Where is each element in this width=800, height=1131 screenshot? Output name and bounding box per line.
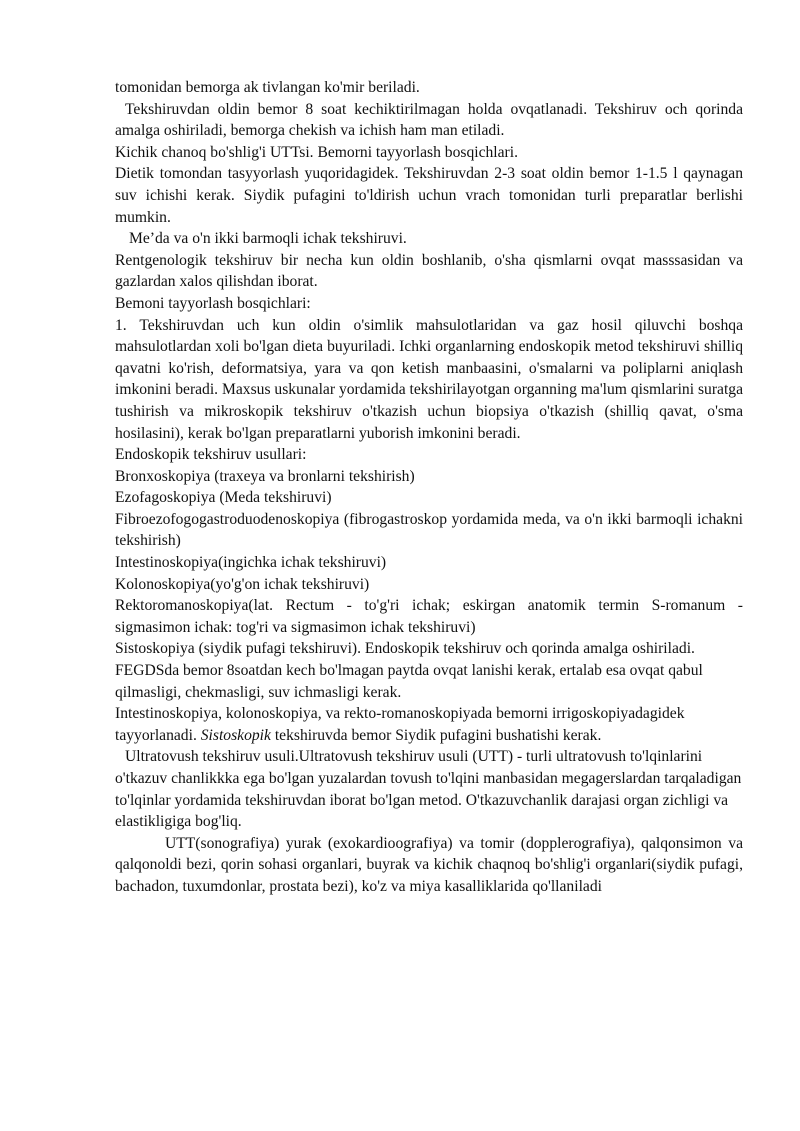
paragraph-diet-water: Dietik tomondan tasyyorlash yuqoridagidek. Tekshiruvdan 2-3 soat oldin bemor 1-1.5 l qaynagan suv ichishi kerak. Siydik pufagini to'ldirish uchun vrach tomonidan turli preparatlar berlishi mumkin. (115, 165, 743, 226)
paragraph-stomach-duodenum-heading: Me’da va o'n ikki barmoqli ichak tekshiruvi. (129, 230, 407, 248)
paragraph-pelvic-utt-heading: Kichik chanoq bo'shlig'i UTTsi. Bemorni tayyorlash bosqichlari. (115, 143, 518, 161)
list-item-colonoscopy: Kolonoskopiya(yo'g'on ichak tekshiruvi) (115, 575, 370, 593)
paragraph-intestinoscopy-prep (115, 703, 743, 746)
paragraph-preparation-8h: Tekshiruvdan oldin bemor 8 soat kechiktirilmagan holda ovqatlanadi. Tekshiruv och qorinda amalga oshiriladi, bemorga chekish va ichish ham man etiladi. (115, 100, 743, 140)
list-item-fegds: Fibroezofogogastroduodenoskopiya (fibrogastroskop yordamida meda, va o'n ikki barmoqli ichakni tekshirish) (115, 510, 743, 550)
list-item-esophagoscopy: Ezofagoskopiya (Meda tekshiruvi) (115, 489, 332, 507)
paragraph-endoscopy-methods-heading: Endoskopik tekshiruv usullari: (115, 446, 307, 464)
list-item-rectoromanoscopy: Rektoromanoskopiya(lat. Rectum - to'g'ri ichak; eskirgan anatomik termin S-romanum - sigmasimon ichak: tog'ri va sigmasimon ichak tekshiruvi) (115, 597, 743, 636)
cystoscopic-italic-term: Sistoskopik (200, 726, 271, 744)
cystoscopic-tail-text: tekshiruvda bemor Siydik pufagini bushatishi kerak. (270, 726, 602, 744)
paragraph-ultrasound-method: Ultratovush tekshiruv usuli.Ultratovush tekshiruv usuli (UTT) - turli ultratovush to'lqinlarini o'tkazuv chanlikkka ega bo'lgan yuzalardan tovush to'lqini manbasidan megagerslardan tarqaladigan to'lqinlar yordamida tekshiruvdan iborat bo'lgan metod. O'tkazuvchanlik darajasi organ zichligi va elastikligiga bog'liq. (115, 748, 742, 831)
paragraph-charcoal: tomonidan bemorga ak tivlangan ko'mir beriladi. (115, 79, 420, 96)
paragraph-preparation-steps-heading: Bemoni tayyorlash bosqichlari: (115, 294, 311, 312)
list-item-bronchoscopy: Bronxoskopiya (traxeya va bronlarni tekshirish) (115, 467, 415, 485)
paragraph-cystoscopy: Sistoskopiya (siydik pufagi tekshiruvi). Endoskopik tekshiruv och qorinda amalga oshiriladi. FEGDSda bemor 8soatdan kech bo'lmagan paytda ovqat lanishi kerak, ertalab esa ovqat qabul qilmasligi, chekmasligi, suv ichmasligi kerak. (115, 640, 703, 701)
paragraph-xray-exam: Rentgenologik tekshiruv bir necha kun oldin boshlanib, o'sha qismlarni ovqat masssasidan va gazlardan xalos qilishdan iborat. (115, 251, 743, 291)
paragraph-diet-endoscopy: 1. Tekshiruvdan uch kun oldin o'simlik mahsulotlaridan va gaz hosil qiluvchi boshqa mahsulotlardan xoli bo'lgan dieta buyuriladi. Ichki organlarning endoskopik metod tekshiruvi shilliq qavatni ko'rish, deformatsiya, yara va qon ketish manbaasini, o'smalarni va poliplarni aniqlash imkonini beradi. Maxsus uskunalar yordamida tekshirilayotgan organning ma'lum qismlarini suratga tushirish va mikroskopik tekshiruv o'tkazish uchun biopsiya o'tkazish (shilliq qavat, o'sma hosilasini), kerak bo'lgan preparatlarni yuborish imkonini beradi. (115, 316, 743, 442)
paragraph-utt-applications: UTT(sonografiya) yurak (exokardioografiya) va tomir (dopplerografiya), qalqonsimon va qalqonoldi bezi, qorin sohasi organlari, buyrak va kichik chaqnoq bo'shlig'i organlari(siydik pufagi, bachadon, tuxumdonlar, prostata bezi), ko'z va miya kasalliklarida qo'llaniladi (115, 834, 743, 895)
list-item-intestinoscopy: Intestinoskopiya(ingichka ichak tekshiruvi) (115, 554, 387, 572)
intestinoscopy-prep-text: Intestinoskopiya, kolonoskopiya, va rekto-romanoskopiyada bemorni irrigoskopiyadagidek tayyorlanadi. (115, 705, 685, 744)
document-page (115, 77, 743, 898)
